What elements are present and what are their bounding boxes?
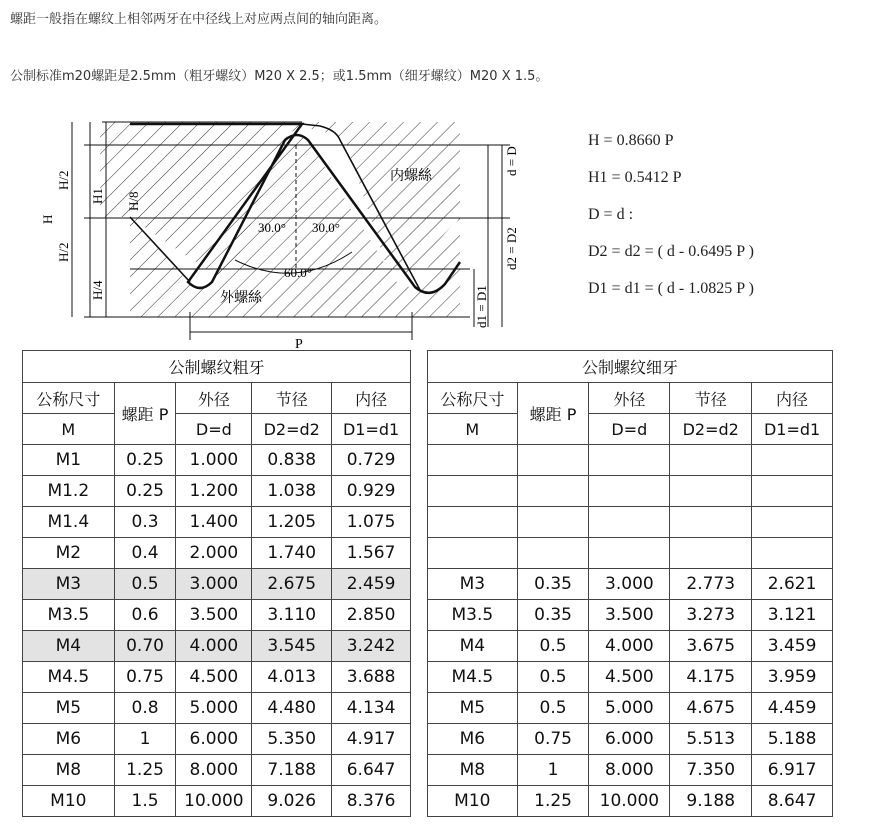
fine-table-body xyxy=(428,445,833,817)
table-row xyxy=(428,600,833,631)
table-row xyxy=(428,476,833,507)
size-cell: M3 xyxy=(428,569,518,600)
col-header-size-unit: M xyxy=(23,414,115,445)
pitch-cell xyxy=(517,538,589,569)
col-header-outer-formula: D=d xyxy=(176,414,252,445)
outer-diameter-cell: 4.500 xyxy=(176,662,252,693)
outer-diameter-cell xyxy=(589,445,670,476)
coarse-table-body xyxy=(23,445,411,817)
intro-m20-text: 公制标准m20螺距是2.5mm（粗牙螺纹）M20 X 2.5；或1.5mm（细牙螺纹）M20 X 1.5。 xyxy=(10,69,549,84)
label-h1: H1 xyxy=(90,188,105,204)
pitch-cell: 0.5 xyxy=(114,569,176,600)
table-row xyxy=(23,600,411,631)
outer-diameter-cell xyxy=(589,476,670,507)
table-row xyxy=(428,786,833,817)
outer-diameter-cell: 1.000 xyxy=(176,445,252,476)
pitch-diameter-cell xyxy=(670,445,752,476)
inner-diameter-cell: 3.121 xyxy=(752,600,833,631)
table-row xyxy=(428,569,833,600)
pitch-diameter-cell: 7.188 xyxy=(252,755,332,786)
pitch-cell: 0.70 xyxy=(114,631,176,662)
pitch-cell: 0.5 xyxy=(517,631,589,662)
pitch-cell: 0.3 xyxy=(114,507,176,538)
label-dim-d1: d1 = D1 xyxy=(474,285,489,328)
outer-diameter-cell: 10.000 xyxy=(589,786,670,817)
formula-list xyxy=(588,122,754,307)
pitch-cell: 0.75 xyxy=(114,662,176,693)
coarse-table-title: 公制螺纹粗牙 xyxy=(23,351,411,383)
fine-table-title: 公制螺纹细牙 xyxy=(428,351,833,383)
pitch-cell: 0.25 xyxy=(114,476,176,507)
label-internal-thread: 内螺絲 xyxy=(390,168,432,184)
label-h8: H/8 xyxy=(126,191,141,211)
col-header-size: 公称尺寸 xyxy=(428,383,518,414)
table-row xyxy=(428,507,833,538)
col-header-size-unit: M xyxy=(428,414,518,445)
table-row xyxy=(428,724,833,755)
outer-diameter-cell: 3.500 xyxy=(589,600,670,631)
pitch-cell: 0.5 xyxy=(517,693,589,724)
label-h4: H/4 xyxy=(90,280,105,300)
formula-h1: H1 = 0.5412 P xyxy=(588,169,682,186)
pitch-diameter-cell: 2.773 xyxy=(670,569,752,600)
pitch-diameter-cell: 4.480 xyxy=(252,693,332,724)
inner-diameter-cell: 2.850 xyxy=(332,600,411,631)
outer-diameter-cell: 6.000 xyxy=(589,724,670,755)
inner-diameter-cell: 4.134 xyxy=(332,693,411,724)
pitch-cell: 1.25 xyxy=(517,786,589,817)
col-header-inner-formula: D1=d1 xyxy=(332,414,411,445)
size-cell: M6 xyxy=(23,724,115,755)
pitch-cell: 0.35 xyxy=(517,600,589,631)
inner-diameter-cell xyxy=(752,538,833,569)
outer-diameter-cell xyxy=(589,507,670,538)
label-angle-right: 30.0° xyxy=(312,220,340,235)
size-cell: M6 xyxy=(428,724,518,755)
table-row xyxy=(23,569,411,600)
inner-diameter-cell: 0.729 xyxy=(332,445,411,476)
size-cell: M3.5 xyxy=(428,600,518,631)
outer-diameter-cell: 4.500 xyxy=(589,662,670,693)
inner-diameter-cell: 3.688 xyxy=(332,662,411,693)
pitch-diameter-cell: 9.188 xyxy=(670,786,752,817)
table-row xyxy=(428,662,833,693)
pitch-diameter-cell: 1.038 xyxy=(252,476,332,507)
intro-definition-text: 螺距一般指在螺纹上相邻两牙在中径线上对应两点间的轴向距离。 xyxy=(10,12,388,27)
inner-diameter-cell: 3.959 xyxy=(752,662,833,693)
inner-diameter-cell: 4.917 xyxy=(332,724,411,755)
size-cell: M5 xyxy=(23,693,115,724)
col-header-size: 公称尺寸 xyxy=(23,383,115,414)
label-external-thread: 外螺絲 xyxy=(220,290,262,306)
label-pitch: P xyxy=(295,337,303,352)
size-cell: M8 xyxy=(23,755,115,786)
outer-diameter-cell: 5.000 xyxy=(589,693,670,724)
inner-diameter-cell: 8.376 xyxy=(332,786,411,817)
label-angle-left: 30.0° xyxy=(258,220,286,235)
outer-diameter-cell: 8.000 xyxy=(589,755,670,786)
pitch-diameter-cell: 3.110 xyxy=(252,600,332,631)
size-cell: M1.2 xyxy=(23,476,115,507)
table-row xyxy=(23,755,411,786)
coarse-thread-table xyxy=(22,350,411,817)
size-cell: M4.5 xyxy=(428,662,518,693)
col-header-outer-formula: D=d xyxy=(589,414,670,445)
table-row xyxy=(428,445,833,476)
inner-diameter-cell xyxy=(752,445,833,476)
pitch-cell: 0.25 xyxy=(114,445,176,476)
table-row xyxy=(23,507,411,538)
label-dim-d: d = D xyxy=(504,146,519,176)
pitch-diameter-cell: 5.350 xyxy=(252,724,332,755)
pitch-cell: 1 xyxy=(114,724,176,755)
pitch-diameter-cell: 4.675 xyxy=(670,693,752,724)
col-header-pitch-diameter-formula: D2=d2 xyxy=(252,414,332,445)
pitch-cell: 1 xyxy=(517,755,589,786)
pitch-cell xyxy=(517,507,589,538)
formula-h: H = 0.8660 P xyxy=(588,132,674,149)
pitch-cell: 1.25 xyxy=(114,755,176,786)
outer-diameter-cell: 4.000 xyxy=(176,631,252,662)
inner-diameter-cell: 1.075 xyxy=(332,507,411,538)
pitch-cell: 0.8 xyxy=(114,693,176,724)
pitch-diameter-cell: 2.675 xyxy=(252,569,332,600)
pitch-cell: 0.75 xyxy=(517,724,589,755)
pitch-cell: 0.5 xyxy=(517,662,589,693)
col-header-inner: 内径 xyxy=(332,383,411,414)
outer-diameter-cell: 4.000 xyxy=(589,631,670,662)
size-cell xyxy=(428,445,518,476)
outer-diameter-cell: 6.000 xyxy=(176,724,252,755)
pitch-diameter-cell: 3.675 xyxy=(670,631,752,662)
size-cell: M10 xyxy=(23,786,115,817)
formula-d: D = d : xyxy=(588,206,634,223)
size-cell: M3 xyxy=(23,569,115,600)
pitch-diameter-cell xyxy=(670,538,752,569)
inner-diameter-cell xyxy=(752,507,833,538)
size-cell: M4.5 xyxy=(23,662,115,693)
table-row xyxy=(23,693,411,724)
pitch-cell: 0.4 xyxy=(114,538,176,569)
col-header-inner: 内径 xyxy=(752,383,833,414)
pitch-diameter-cell: 0.838 xyxy=(252,445,332,476)
table-row xyxy=(428,693,833,724)
inner-diameter-cell: 8.647 xyxy=(752,786,833,817)
inner-diameter-cell: 4.459 xyxy=(752,693,833,724)
outer-diameter-cell: 1.400 xyxy=(176,507,252,538)
col-header-outer: 外径 xyxy=(176,383,252,414)
label-h2-bottom: H/2 xyxy=(56,242,71,262)
size-cell xyxy=(428,476,518,507)
size-cell xyxy=(428,507,518,538)
pitch-diameter-cell: 9.026 xyxy=(252,786,332,817)
size-cell: M5 xyxy=(428,693,518,724)
table-row xyxy=(23,662,411,693)
inner-diameter-cell: 5.188 xyxy=(752,724,833,755)
col-header-pitch: 螺距 P xyxy=(114,383,176,445)
pitch-cell: 0.6 xyxy=(114,600,176,631)
outer-diameter-cell: 3.000 xyxy=(176,569,252,600)
pitch-diameter-cell: 4.013 xyxy=(252,662,332,693)
inner-diameter-cell xyxy=(752,476,833,507)
pitch-cell xyxy=(517,476,589,507)
col-header-pitch-diameter: 节径 xyxy=(252,383,332,414)
pitch-diameter-cell: 3.545 xyxy=(252,631,332,662)
formula-d2: D2 = d2 = ( d - 0.6495 P ) xyxy=(588,243,754,260)
pitch-diameter-cell: 4.175 xyxy=(670,662,752,693)
size-cell: M2 xyxy=(23,538,115,569)
table-row xyxy=(428,538,833,569)
outer-diameter-cell: 2.000 xyxy=(176,538,252,569)
pitch-diameter-cell: 1.740 xyxy=(252,538,332,569)
label-dim-d2: d2 = D2 xyxy=(504,227,519,270)
outer-diameter-cell: 10.000 xyxy=(176,786,252,817)
pitch-diameter-cell: 7.350 xyxy=(670,755,752,786)
pitch-cell: 1.5 xyxy=(114,786,176,817)
pitch-diameter-cell xyxy=(670,476,752,507)
outer-diameter-cell: 3.000 xyxy=(589,569,670,600)
size-cell xyxy=(428,538,518,569)
inner-diameter-cell: 2.459 xyxy=(332,569,411,600)
formula-d1: D1 = d1 = ( d - 1.0825 P ) xyxy=(588,280,754,297)
table-row xyxy=(428,755,833,786)
label-angle-total: 60.0° xyxy=(284,265,312,280)
pitch-diameter-cell: 3.273 xyxy=(670,600,752,631)
outer-diameter-cell: 8.000 xyxy=(176,755,252,786)
outer-diameter-cell: 1.200 xyxy=(176,476,252,507)
table-row xyxy=(23,724,411,755)
outer-diameter-cell: 3.500 xyxy=(176,600,252,631)
size-cell: M4 xyxy=(23,631,115,662)
table-row xyxy=(23,445,411,476)
col-header-outer: 外径 xyxy=(589,383,670,414)
inner-diameter-cell: 6.917 xyxy=(752,755,833,786)
size-cell: M8 xyxy=(428,755,518,786)
size-cell: M3.5 xyxy=(23,600,115,631)
pitch-diameter-cell: 5.513 xyxy=(670,724,752,755)
thread-profile-diagram xyxy=(40,112,520,352)
table-row xyxy=(23,476,411,507)
col-header-pitch: 螺距 P xyxy=(517,383,589,445)
col-header-pitch-diameter: 节径 xyxy=(670,383,752,414)
outer-diameter-cell xyxy=(589,538,670,569)
outer-diameter-cell: 5.000 xyxy=(176,693,252,724)
size-cell: M4 xyxy=(428,631,518,662)
table-row xyxy=(23,631,411,662)
size-cell: M10 xyxy=(428,786,518,817)
pitch-cell: 0.35 xyxy=(517,569,589,600)
pitch-diameter-cell xyxy=(670,507,752,538)
inner-diameter-cell: 3.242 xyxy=(332,631,411,662)
table-row xyxy=(23,538,411,569)
inner-diameter-cell: 1.567 xyxy=(332,538,411,569)
col-header-inner-formula: D1=d1 xyxy=(752,414,833,445)
label-h2-top: H/2 xyxy=(56,170,71,190)
size-cell: M1 xyxy=(23,445,115,476)
pitch-diameter-cell: 1.205 xyxy=(252,507,332,538)
inner-diameter-cell: 6.647 xyxy=(332,755,411,786)
fine-thread-table xyxy=(427,350,833,817)
inner-diameter-cell: 0.929 xyxy=(332,476,411,507)
inner-diameter-cell: 3.459 xyxy=(752,631,833,662)
col-header-pitch-diameter-formula: D2=d2 xyxy=(670,414,752,445)
table-row xyxy=(428,631,833,662)
label-h: H xyxy=(40,214,55,224)
size-cell: M1.4 xyxy=(23,507,115,538)
inner-diameter-cell: 2.621 xyxy=(752,569,833,600)
table-row xyxy=(23,786,411,817)
pitch-cell xyxy=(517,445,589,476)
